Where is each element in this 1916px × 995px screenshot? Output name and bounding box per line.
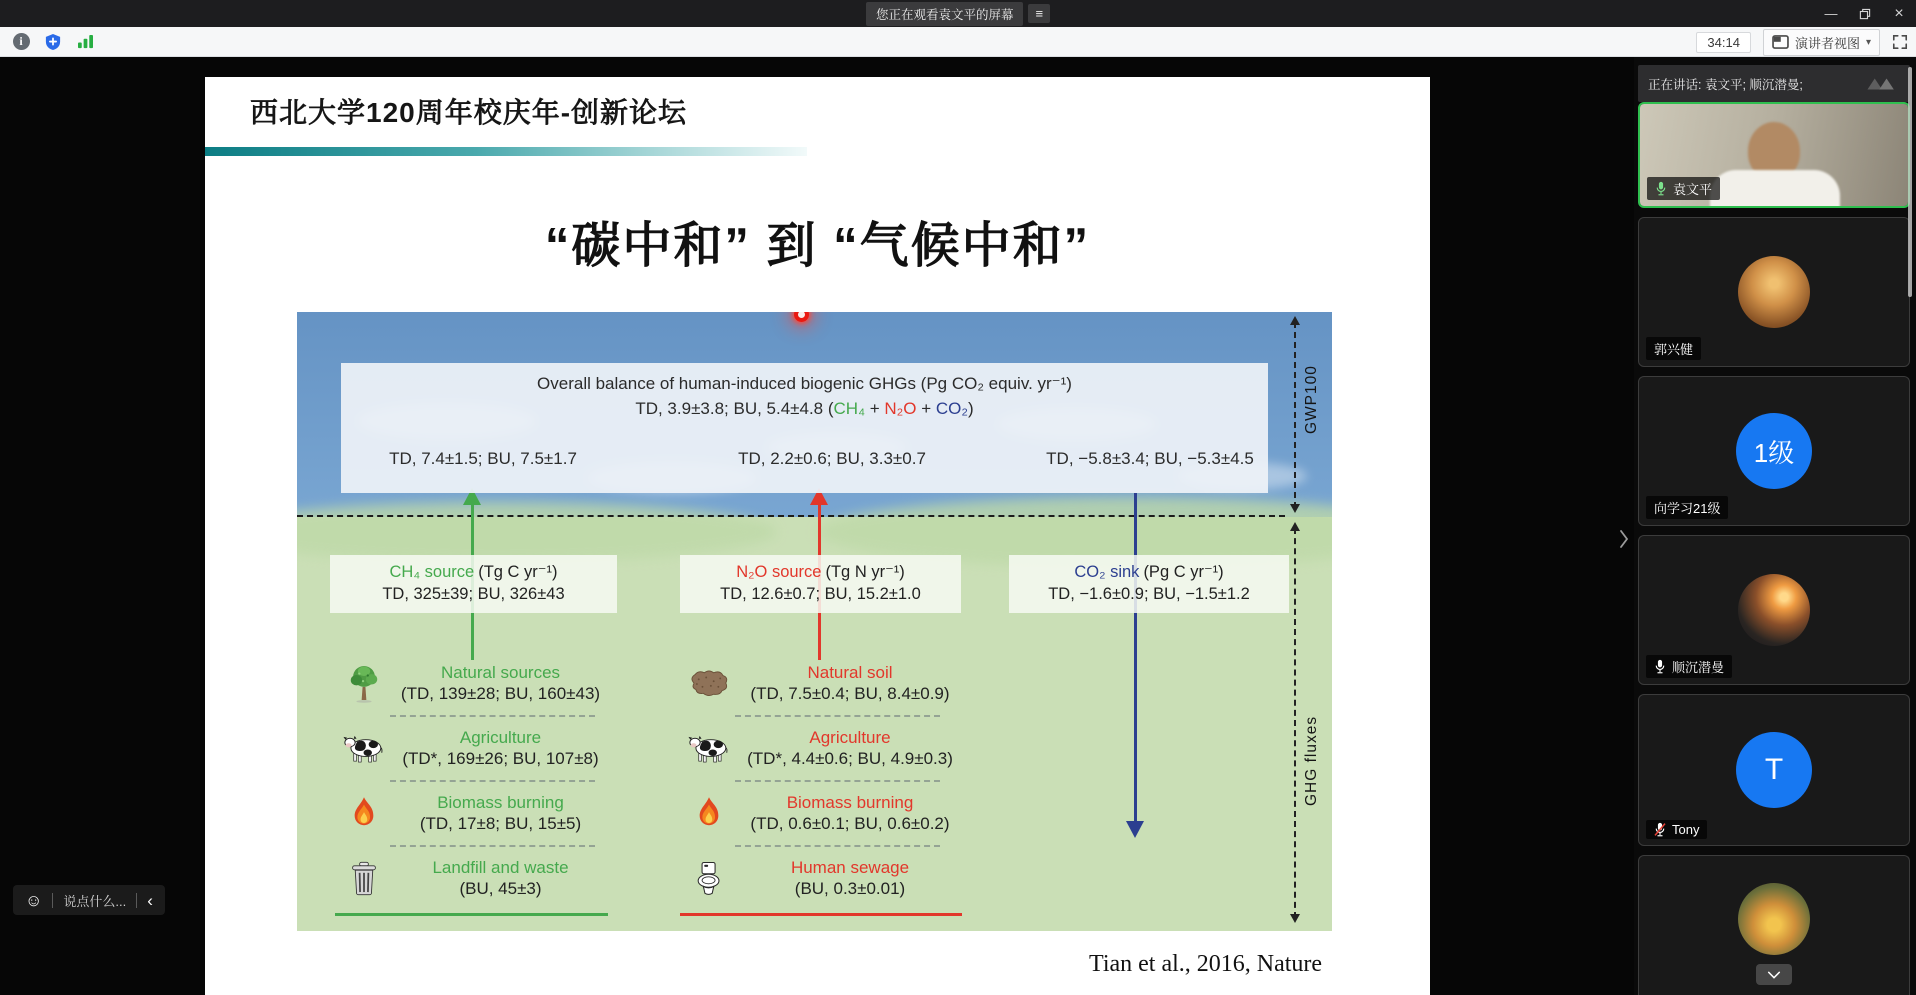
participant-tile[interactable] <box>1638 694 1910 846</box>
meeting-info-button[interactable] <box>10 31 32 53</box>
active-speaker-label: 正在讲话: 袁文平; 顺沉潜曼; <box>1648 77 1803 92</box>
list-item <box>335 652 608 715</box>
participant-tile[interactable] <box>1638 535 1910 685</box>
toolbar-left-icons <box>0 31 96 53</box>
co2-species: CO₂ <box>935 399 968 418</box>
item-value: (TD*, 4.4±0.6; BU, 4.9±0.3) <box>747 748 953 768</box>
screen-watching-badge <box>866 2 1050 26</box>
security-button[interactable] <box>42 31 64 53</box>
co2-down-arrowhead <box>1126 821 1144 838</box>
presentation-slide <box>205 77 1430 995</box>
fire-icon <box>680 796 738 832</box>
n2o-sources-list <box>680 652 962 916</box>
close-button[interactable]: × <box>1894 4 1904 22</box>
fire-icon <box>335 796 393 832</box>
active-speaker-bar <box>1638 65 1910 102</box>
chevron-down-icon <box>1767 971 1781 979</box>
minimize-button[interactable]: — <box>1824 6 1838 21</box>
avatar <box>1738 256 1810 328</box>
view-mode-button[interactable] <box>1763 29 1880 56</box>
co2-sink-value: TD, −1.6±0.9; BU, −1.5±1.2 <box>1048 585 1250 603</box>
network-quality-button[interactable] <box>74 31 96 53</box>
list-item <box>680 717 962 780</box>
gwp100-extent-arrow <box>1294 322 1296 508</box>
co2-total: TD, −5.8±3.4; BU, −5.3±4.5 <box>1046 449 1254 468</box>
list-item <box>680 847 962 910</box>
plus-sign: + <box>865 399 885 418</box>
balance-values <box>341 399 1268 419</box>
list-item <box>680 782 962 845</box>
signal-bars-icon <box>77 34 94 49</box>
toolbar-right <box>1696 27 1908 57</box>
participant-name: 向学习21级 <box>1654 501 1721 516</box>
mic-on-icon <box>1654 659 1666 674</box>
ghg-arrowhead-top <box>1290 522 1300 531</box>
participant-name: 袁文平 <box>1673 182 1713 197</box>
item-label: Landfill and waste <box>432 857 569 877</box>
item-label: Natural sources <box>440 662 561 682</box>
trash-icon <box>335 861 393 896</box>
n2o-source-name: N₂O source <box>736 563 822 581</box>
item-value: (TD, 139±28; BU, 160±43) <box>400 683 601 703</box>
item-value: (TD, 0.6±0.1; BU, 0.6±0.2) <box>750 813 950 833</box>
item-label: Biomass burning <box>437 792 564 812</box>
item-value: (BU, 0.3±0.01) <box>794 878 906 898</box>
screen-watching-label: 您正在观看袁文平的屏幕 <box>866 2 1024 26</box>
participants-sidebar <box>1634 57 1916 995</box>
name-badge <box>1646 820 1707 839</box>
divider <box>52 893 53 908</box>
ghg-fluxes-label: GHG fluxes <box>1303 715 1320 806</box>
ch4-sources-list <box>335 652 608 916</box>
item-label: Agriculture <box>459 727 542 747</box>
ghg-arrowhead-bottom <box>1290 914 1300 923</box>
fullscreen-icon <box>1892 34 1908 50</box>
ch4-species: CH₄ <box>833 399 866 418</box>
avatar-initials: 1级 <box>1753 437 1795 468</box>
meeting-toolbar <box>0 27 1916 57</box>
mic-on-icon <box>1655 181 1667 196</box>
name-badge <box>1647 177 1720 200</box>
participant-name: 顺沉潜曼 <box>1672 660 1725 675</box>
participant-name: 郭兴健 <box>1654 342 1694 357</box>
badge-menu-icon[interactable]: ≡ <box>1028 4 1050 23</box>
chevron-left-icon[interactable]: ‹ <box>147 890 153 910</box>
participant-tile[interactable] <box>1638 376 1910 526</box>
item-label: Agriculture <box>809 727 891 747</box>
cow-icon <box>335 735 393 763</box>
list-item <box>335 717 608 780</box>
list-item <box>680 652 962 715</box>
n2o-species: N₂O <box>884 399 917 418</box>
item-label: Human sewage <box>790 857 910 877</box>
avatar-initials: T <box>1764 753 1784 786</box>
info-icon: i <box>13 33 30 50</box>
chat-input-placeholder[interactable]: 说点什么... <box>63 893 127 909</box>
figure-citation: Tian et al., 2016, Nature <box>1089 951 1323 977</box>
slide-title: “碳中和” 到 “气候中和” <box>544 219 1091 273</box>
list-item <box>335 782 608 845</box>
shared-screen-stage <box>0 57 1916 995</box>
item-label: Biomass burning <box>786 792 914 812</box>
fullscreen-button[interactable] <box>1892 34 1908 50</box>
participant-tile-video[interactable] <box>1638 102 1910 208</box>
n2o-source-unit: (Tg N yr⁻¹) <box>825 563 905 581</box>
overall-balance-box <box>341 363 1268 493</box>
ch4-source-unit: (Tg C yr⁻¹) <box>478 563 558 581</box>
closing-paren: ) <box>968 399 974 418</box>
layout-icon <box>1772 35 1789 49</box>
cow-icon <box>680 735 738 763</box>
toilet-icon <box>680 861 738 897</box>
chevron-right-icon <box>1619 529 1629 549</box>
name-badge <box>1646 496 1728 519</box>
co2-sink-unit: (Pg C yr⁻¹) <box>1143 563 1224 581</box>
person-silhouette <box>1710 170 1840 208</box>
plus-sign: + <box>916 399 936 418</box>
view-mode-label: 演讲者视图 <box>1794 35 1860 51</box>
sidebar-scrollbar[interactable] <box>1908 67 1912 297</box>
ghg-balance-figure <box>297 312 1332 931</box>
name-badge <box>1646 337 1701 360</box>
avatar <box>1738 883 1810 955</box>
n2o-total: TD, 2.2±0.6; BU, 3.3±0.7 <box>738 449 926 468</box>
gwp100-arrowhead-bottom <box>1290 504 1300 513</box>
chevron-down-icon: ▾ <box>1865 36 1871 48</box>
ch4-source-name: CH₄ source <box>389 563 475 581</box>
restore-icon <box>1859 8 1871 20</box>
sidebar-collapse-handle[interactable] <box>1616 517 1632 561</box>
restore-button[interactable] <box>1848 0 1882 27</box>
participant-name: Tony <box>1672 822 1700 837</box>
co2-sink-box <box>1009 555 1289 613</box>
name-badge <box>1646 655 1732 678</box>
tree-icon <box>335 664 393 704</box>
avatar <box>1738 574 1810 646</box>
chat-quick-bar <box>13 885 165 915</box>
slide-header: 西北大学120周年校庆年-创新论坛 <box>250 97 688 128</box>
ch4-list-underline <box>335 913 608 916</box>
window-titlebar <box>0 0 1916 27</box>
ch4-source-box <box>330 555 617 613</box>
emoji-icon[interactable]: ☺ <box>25 890 43 910</box>
item-value: (TD*, 169±26; BU, 107±8) <box>402 748 599 768</box>
co2-flux-line <box>1134 493 1137 822</box>
meeting-logo-icon <box>1862 74 1902 94</box>
item-value: (TD, 17±8; BU, 15±5) <box>419 813 582 833</box>
divider <box>136 893 137 908</box>
item-label: Natural soil <box>807 662 893 682</box>
n2o-list-underline <box>680 913 962 916</box>
window-controls <box>1814 0 1916 27</box>
gwp100-arrowhead-top <box>1290 316 1300 325</box>
n2o-source-box <box>680 555 961 613</box>
scroll-down-button[interactable] <box>1756 964 1792 985</box>
avatar <box>1736 732 1812 808</box>
participant-tile[interactable] <box>1638 855 1910 995</box>
balance-td-bu: TD, 3.9±3.8; BU, 5.4±4.8 ( <box>635 399 834 418</box>
ch4-total: TD, 7.4±1.5; BU, 7.5±1.7 <box>389 449 577 468</box>
co2-sink-name: CO₂ sink <box>1074 563 1140 581</box>
soil-icon <box>680 670 738 698</box>
meeting-timer: 34:14 <box>1696 32 1751 53</box>
item-value: (TD, 7.5±0.4; BU, 8.4±0.9) <box>750 683 950 703</box>
ghg-fluxes-extent-arrow <box>1294 528 1296 918</box>
list-item <box>335 847 608 910</box>
participant-tile[interactable] <box>1638 217 1910 367</box>
shield-icon <box>45 33 61 51</box>
avatar <box>1736 413 1812 489</box>
ch4-source-value: TD, 325±39; BU, 326±43 <box>382 585 565 603</box>
mic-muted-icon <box>1654 822 1666 837</box>
balance-title: Overall balance of human-induced biogenic GHGs (Pg CO₂ equiv. yr⁻¹) <box>537 374 1072 393</box>
n2o-source-value: TD, 12.6±0.7; BU, 15.2±1.0 <box>720 585 921 603</box>
gwp100-label: GWP100 <box>1303 365 1320 434</box>
item-value: (BU, 45±3) <box>459 878 542 898</box>
header-accent-bar <box>205 147 807 156</box>
